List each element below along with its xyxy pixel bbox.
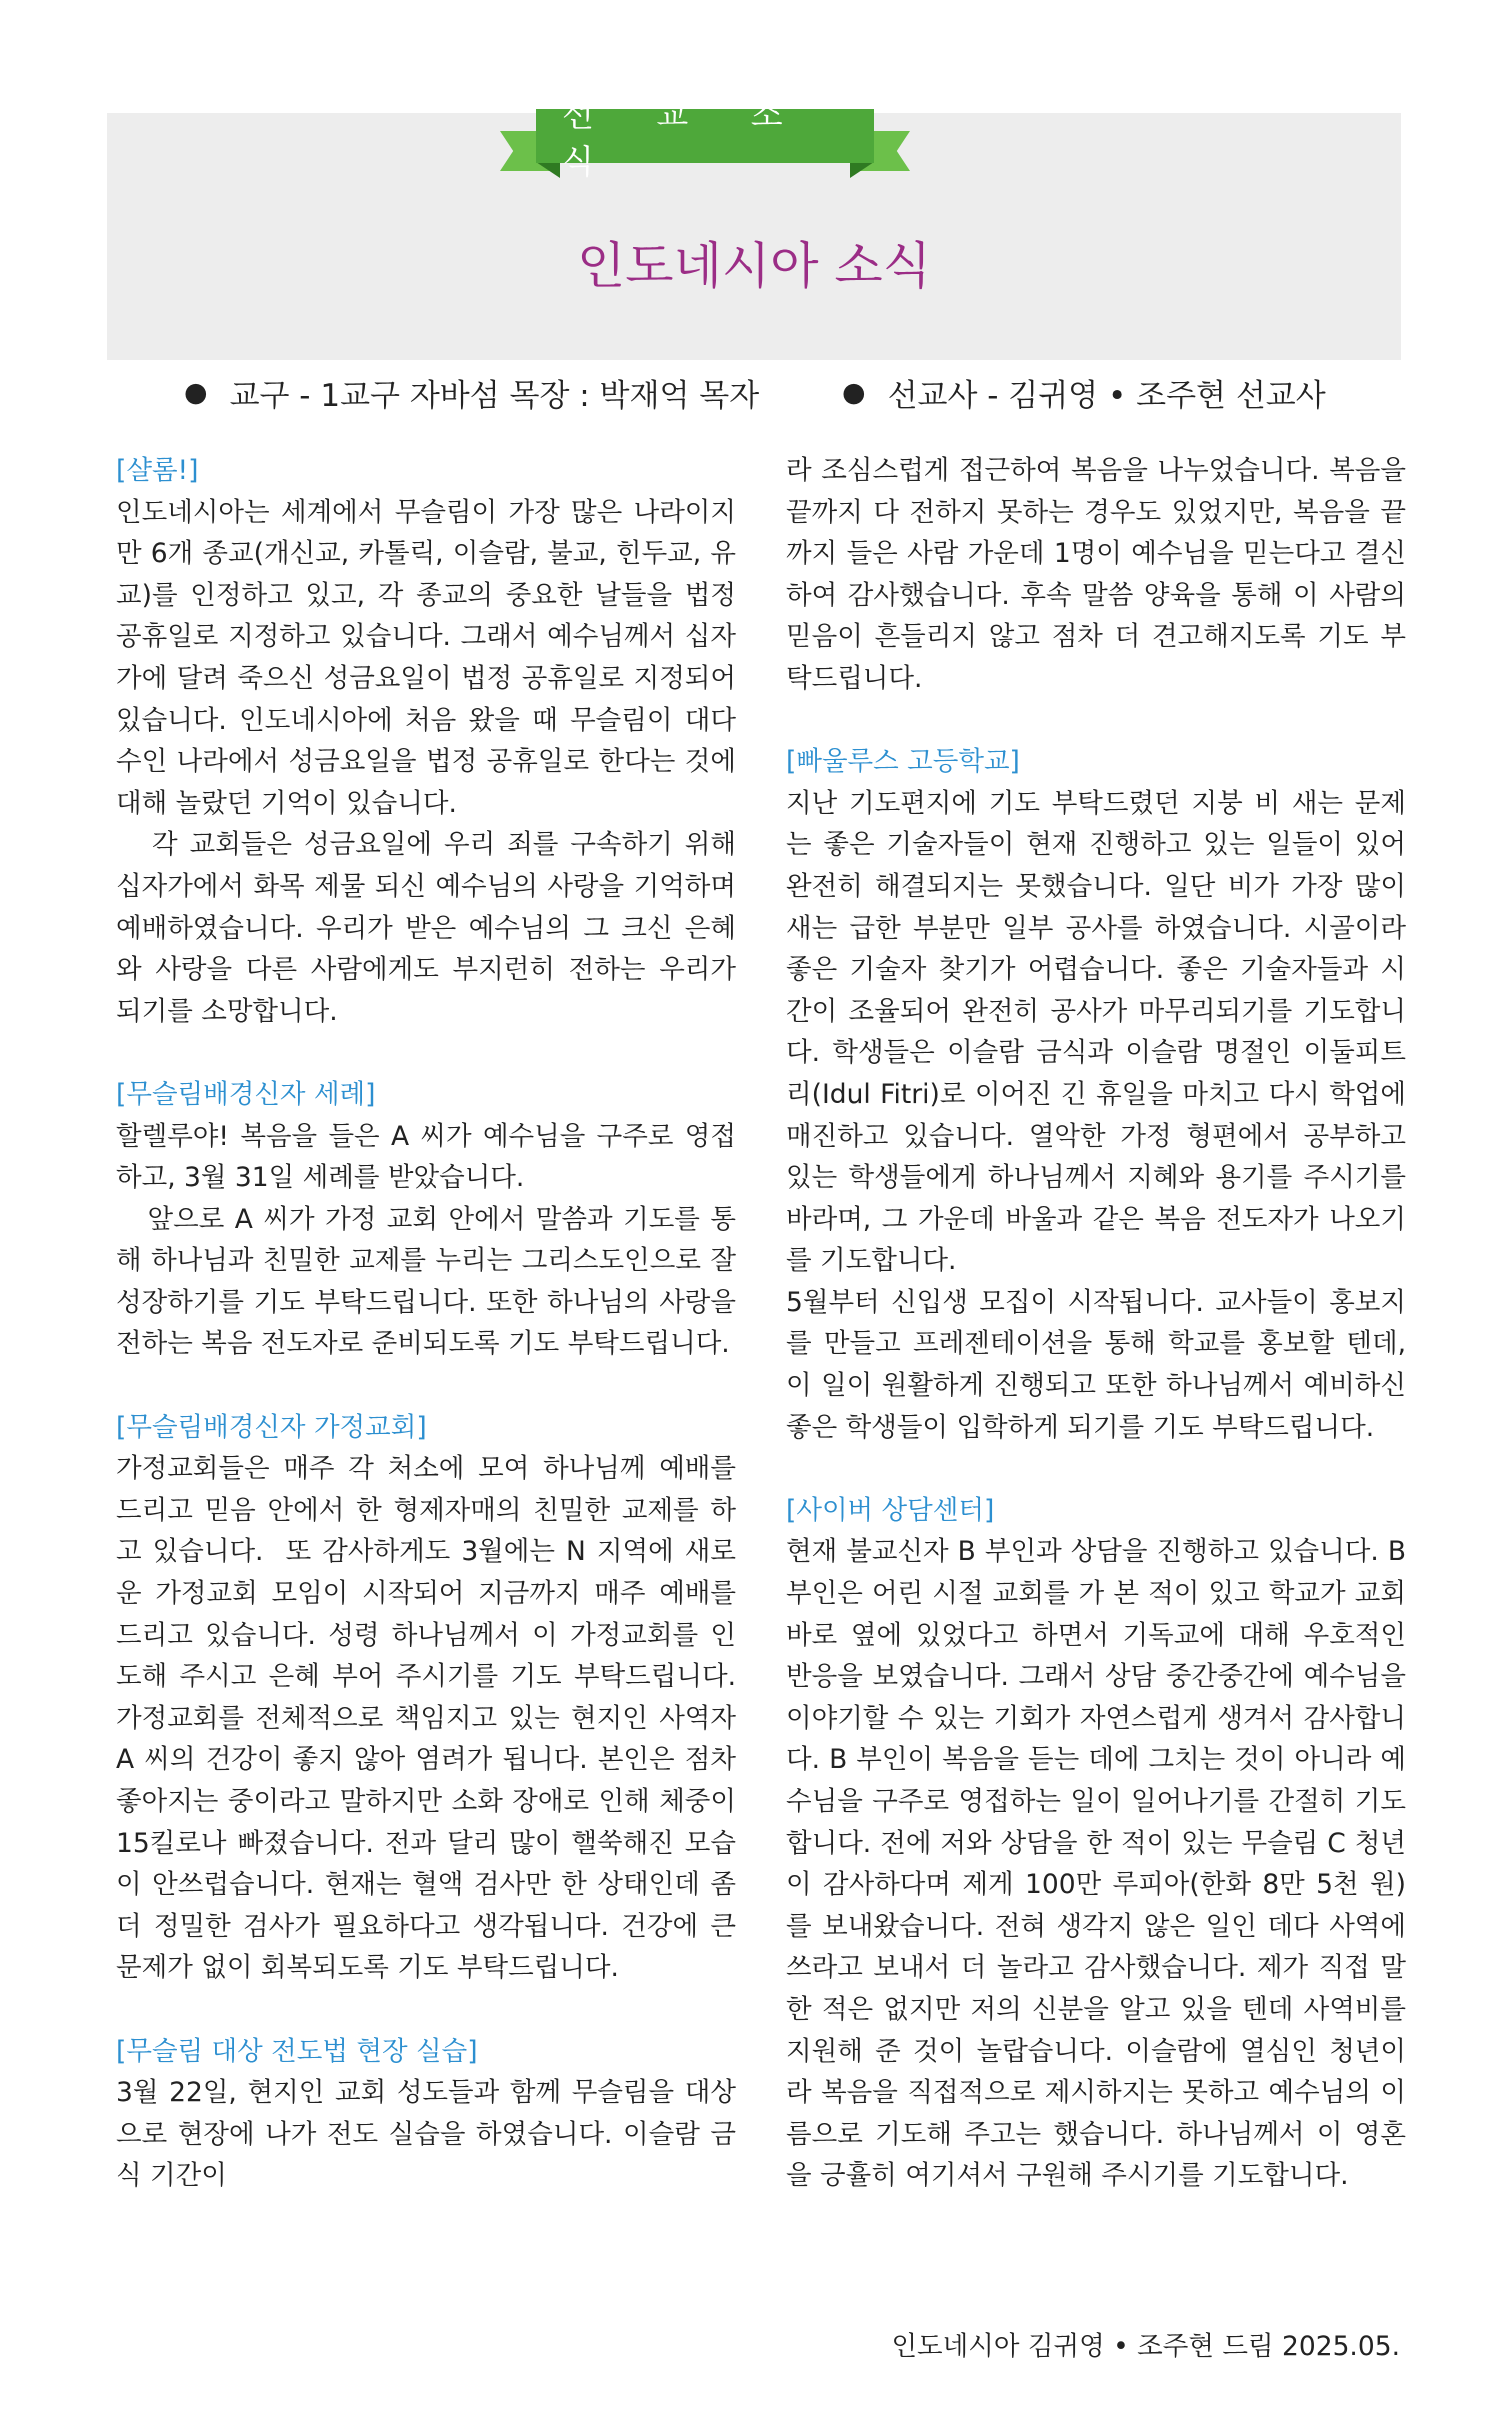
bullet-icon: ● [184,377,208,408]
section-heading-shalom: [샬롬!] [116,455,199,486]
missionary-text: 선교사 - 김귀영 • 조주현 선교사 [887,378,1326,414]
parish-info [184,370,759,415]
paragraph: 각 교회들은 성금요일에 우리 죄를 구속하기 위해 십자가에서 화목 제물 되신 예수님의 사랑을 기억하며 예배하였습니다. 우리가 받은 예수님의 그 크신 은혜와 사랑을 다른 사람에게도 부지런히 전하는 우리가 되기를 소망합니다. [116,829,745,1027]
section-heading-baptism: [무슬림배경신자 세례] [116,1078,376,1110]
section-heading-cyber-counseling: [사이버 상담센터] [786,1494,995,1526]
paragraph: 현재 불교신자 B 부인과 상담을 진행하고 있습니다. B 부인은 어린 시절 교회를 가 본 적이 있고 학교가 교회 바로 옆에 있었다고 하면서 기독교에 대해 우호적인 반응을 보였습니다. 그래서 상담 중간중간에 예수님을 이야기할 수 있는 기회가 자연스럽게 생겨서 감사합니다. B 부인이 복음을 듣는 데에 그치는 것이 아니라 예수님을 구주로 영접하는 일이 일어나기를 간절히 기도합니다. 전에 저와 상담을 한 적이 있는 무슬림 C 청년이 감사하다며 제게 100만 루피아(한화 8만 5천 원)를 보내왔습니다. 전혀 생각지 않은 일인 데다 사역에 쓰라고 보내서 더 놀라고 감사했습니다. 제가 직접 말한 적은 없지만 저의 신분을 알고 있을 텐데 사역비를 지원해 준 것이 놀랍습니다. 이슬람에 열심인 청년이라 복음을 직접적으로 제시하지는 못하고 예수님의 이름으로 기도해 주고는 했습니다. 하나님께서 이 영혼을 긍휼히 여기셔서 구원해 주시기를 기도합니다. [786,1536,1415,2192]
paragraph: 앞으로 A 씨가 가정 교회 안에서 말씀과 기도를 통해 하나님과 친밀한 교제를 누리는 그리스도인으로 잘 성장하기를 기도 부탁드립니다. 또한 하나님의 사랑을 전하는 복음 전도자로 준비되도록 기도 부탁드립니다. [116,1203,745,1360]
section-heading-evangelism-practice: [무슬림 대상 전도법 현장 실습] [116,2035,478,2067]
section-heading-high-school: [빠울루스 고등학교] [786,746,1020,778]
paragraph: 3월 22일, 현지인 교회 성도들과 함께 무슬림을 대상으로 현장에 나가 전도 실습을 하였습니다. 이슬람 금식 기간이 [116,2077,736,2192]
page-title: 인도네시아 소식 [577,237,931,295]
left-column [116,450,745,2197]
parish-text: 교구 - 1교구 자바섬 목장 : 박재억 목자 [229,378,760,414]
paragraph: 지난 기도편지에 기도 부탁드렸던 지붕 비 새는 문제는 좋은 기술자들이 현재 진행하고 있는 일들이 있어 완전히 해결되지는 못했습니다. 일단 비가 가장 많이 새는 급한 부분만 일부 공사를 하였습니다. 시골이라 좋은 기술자 찾기가 어렵습니다. 좋은 기술자들과 시간이 조율되어 완전히 공사가 마무리되기를 기도합니다. 학생들은 이슬람 금식과 이슬람 명절인 이둘피트리(Idul Fitri)로 이어진 긴 휴일을 마치고 다시 학업에 매진하고 있습니다. 열악한 가정 형편에서 공부하고 있는 학생들에게 하나님께서 지혜와 용기를 주시기를 바라며, 그 가운데 바울과 같은 복음 전도자가 나오기를 기도합니다. [786,787,1415,1277]
info-line [0,370,1512,420]
paragraph: 라 조심스럽게 접근하여 복음을 나누었습니다. 복음을 끝까지 다 전하지 못하는 경우도 있었지만, 복음을 끝까지 들은 사람 가운데 1명이 예수님을 믿는다고 결신하여 감사했습니다. 후속 말씀 양육을 통해 이 사람의 믿음이 흔들리지 않고 점차 더 견고해지도록 기도 부탁드립니다. [786,455,1415,694]
ribbon-label: 선 교 소 식 [562,95,809,181]
ribbon-body [536,95,874,181]
paragraph: 가정교회들은 매주 각 처소에 모여 하나님께 예배를 드리고 믿음 안에서 한 형제자매의 친밀한 교제를 하고 있습니다. 또 감사하게도 3월에는 N 지역에 새로운 가정교회 모임이 시작되어 지금까지 매주 예배를 드리고 있습니다. 성령 하나님께서 이 가정교회를 인도해 주시고 은혜 부어 주시기를 기도 부탁드립니다. 가정교회를 전체적으로 책임지고 있는 현지인 사역자 A 씨의 건강이 좋지 않아 염려가 됩니다. 본인은 점차 좋아지는 중이라고 말하지만 소화 장애로 인해 체중이 15킬로나 빠졌습니다. 전과 달리 많이 핼쑥해진 모습이 안쓰럽습니다. 현재는 혈액 검사만 한 상태인데 좀 더 정밀한 검사가 필요하다고 생각됩니다. 건강에 큰 문제가 없이 회복되도록 기도 부탁드립니다. [116,1453,745,1984]
paragraph: 할렐루야! 복음을 들은 A 씨가 예수님을 구주로 영접하고, 3월 31일 세례를 받았습니다. [116,1120,736,1194]
section-ribbon [500,95,910,191]
bullet-icon: ● [842,377,866,408]
paragraph: 5월부터 신입생 모집이 시작됩니다. 교사들이 홍보지를 만들고 프레젠테이션을 통해 학교를 홍보할 텐데, 이 일이 원활하게 진행되고 또한 하나님께서 예비하신 좋은 학생들이 입학하게 되기를 기도 부탁드립니다. [786,1286,1415,1443]
right-column [786,450,1415,2197]
signature-line: 인도네시아 김귀영 • 조주현 드림 2025.05. [891,2331,1400,2362]
section-heading-house-church: [무슬림배경신자 가정교회] [116,1411,427,1443]
missionary-info [842,370,1326,415]
paragraph: 인도네시아는 세계에서 무슬림이 가장 많은 나라이지만 6개 종교(개신교, 카톨릭, 이슬람, 불교, 힌두교, 유교)를 인정하고 있고, 각 종교의 중요한 날들을 법정 공휴일로 지정하고 있습니다. 그래서 예수님께서 십자가에 달려 죽으신 성금요일이 법정 공휴일로 지정되어 있습니다. 인도네시아에 처음 왔을 때 무슬림이 대다수인 나라에서 성금요일을 법정 공휴일로 한다는 것에 대해 놀랐던 기억이 있습니다. [116,496,745,819]
